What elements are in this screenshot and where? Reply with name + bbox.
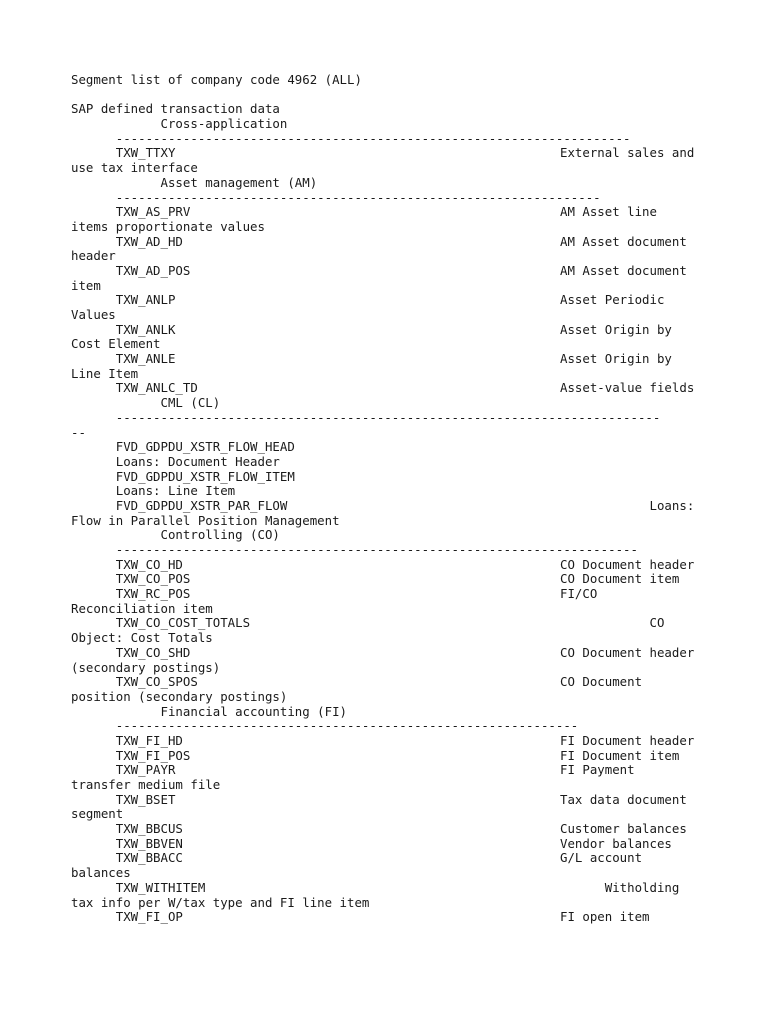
- document-line: [71, 719, 768, 734]
- document-line: [71, 778, 768, 793]
- line-text: CML (CL): [71, 395, 221, 411]
- document-line: [71, 337, 768, 352]
- line-text: segment: [71, 806, 124, 822]
- line-text: Reconciliation item: [71, 600, 213, 616]
- document-line: [71, 793, 768, 808]
- segment-description: CO Document header: [560, 644, 695, 660]
- document-line: [71, 264, 768, 279]
- segment-description: FI/CO: [560, 586, 598, 602]
- line-text: TXW_ANLK: [71, 321, 176, 337]
- segment-description: AM Asset document: [560, 233, 687, 249]
- document-line: [71, 851, 768, 866]
- line-text: (secondary postings): [71, 659, 221, 675]
- document-line: [71, 572, 768, 587]
- line-text: TXW_CO_POS: [71, 571, 191, 587]
- line-text: Loans: Document Header: [71, 453, 280, 469]
- document-line: [71, 102, 768, 117]
- line-text: TXW_BSET: [71, 791, 176, 807]
- document-line: [71, 249, 768, 264]
- line-text: items proportionate values: [71, 218, 265, 234]
- document-line: [71, 881, 768, 896]
- document-line: [71, 205, 768, 220]
- line-text: TXW_CO_SHD: [71, 644, 191, 660]
- document-line: [71, 896, 768, 911]
- line-text: header: [71, 248, 116, 264]
- line-text: TXW_AD_POS: [71, 262, 191, 278]
- line-text: balances: [71, 865, 131, 881]
- line-text: TXW_BBVEN: [71, 835, 183, 851]
- line-text: Object: Cost Totals: [71, 630, 213, 646]
- document-line: [71, 381, 768, 396]
- document-line: [71, 866, 768, 881]
- segment-description: CO Document: [560, 674, 643, 690]
- segment-description: Loans:: [560, 497, 695, 513]
- line-text: TXW_BBCUS: [71, 821, 183, 837]
- line-text: ---------------------------------------------------------------------: [71, 130, 631, 146]
- line-text: TXW_PAYR: [71, 762, 176, 778]
- segment-description: Asset Origin by: [560, 321, 672, 337]
- document-line: [71, 88, 768, 103]
- line-text: Line Item: [71, 365, 139, 381]
- document-line: [71, 279, 768, 294]
- document-line: [71, 426, 768, 441]
- segment-description: G/L account: [560, 850, 643, 866]
- line-text: TXW_ANLE: [71, 351, 176, 367]
- line-text: Cross-application: [71, 116, 288, 132]
- document-line: [71, 734, 768, 749]
- line-text: FVD_GDPDU_XSTR_PAR_FLOW: [71, 497, 288, 513]
- line-text: SAP defined transaction data: [71, 101, 280, 117]
- line-text: ----------------------------------------------------------------------: [71, 542, 638, 557]
- document-line: [71, 161, 768, 176]
- segment-description: FI Payment: [560, 762, 635, 778]
- document-line: [71, 396, 768, 411]
- document-line: [71, 558, 768, 573]
- segment-description: Witholding: [560, 879, 680, 895]
- document-line: [71, 191, 768, 206]
- line-text: tax info per W/tax type and FI line item: [71, 894, 370, 910]
- line-text: TXW_WITHITEM: [71, 879, 206, 895]
- line-text: -----------------------------------------------------------------: [71, 189, 601, 205]
- document-line: [71, 837, 768, 852]
- segment-description: Asset-value fields: [560, 380, 695, 396]
- segment-description: CO: [560, 615, 665, 631]
- line-text: TXW_TTXY: [71, 145, 176, 161]
- document-line: [71, 646, 768, 661]
- segment-description: Customer balances: [560, 821, 687, 837]
- document-line: [71, 411, 768, 426]
- line-text: Asset management (AM): [71, 174, 318, 190]
- line-text: TXW_FI_OP: [71, 909, 183, 925]
- line-text: Loans: Line Item: [71, 483, 236, 499]
- line-text: Segment list of company code 4962 (ALL): [71, 72, 362, 87]
- document-line: [71, 73, 768, 88]
- document-line: [71, 132, 768, 147]
- line-text: TXW_AD_HD: [71, 233, 183, 249]
- document-line: [71, 117, 768, 132]
- segment-description: Asset Origin by: [560, 351, 672, 367]
- document-line: [71, 514, 768, 529]
- line-text: TXW_ANLP: [71, 292, 176, 308]
- document-line: [71, 543, 768, 558]
- document-line: [71, 146, 768, 161]
- segment-description: CO Document item: [560, 571, 680, 587]
- line-text: Financial accounting (FI): [71, 703, 348, 719]
- document-line: [71, 661, 768, 676]
- document-line: [71, 293, 768, 308]
- line-text: TXW_AS_PRV: [71, 204, 191, 220]
- line-text: Values: [71, 307, 116, 322]
- document-line: [71, 323, 768, 338]
- document-line: [71, 822, 768, 837]
- segment-description: FI Document item: [560, 747, 680, 763]
- document-line: [71, 528, 768, 543]
- document-line: [71, 705, 768, 720]
- segment-description: FI Document header: [560, 732, 695, 748]
- line-text: TXW_FI_POS: [71, 747, 191, 763]
- segment-description: Asset Periodic: [560, 292, 665, 308]
- document-line: [71, 367, 768, 382]
- segment-description: Tax data document: [560, 791, 687, 807]
- line-text: --: [71, 424, 86, 440]
- document-line: [71, 308, 768, 323]
- document-line: [71, 220, 768, 235]
- document-line: [71, 807, 768, 822]
- line-text: TXW_CO_HD: [71, 556, 183, 572]
- document-line: [71, 499, 768, 514]
- segment-description: AM Asset document: [560, 262, 687, 278]
- line-text: use tax interface: [71, 160, 198, 176]
- document-line: [71, 484, 768, 499]
- line-text: FVD_GDPDU_XSTR_FLOW_ITEM: [71, 468, 295, 484]
- line-text: position (secondary postings): [71, 688, 288, 704]
- document-line: [71, 352, 768, 367]
- line-text: TXW_ANLC_TD: [71, 380, 198, 396]
- document-line: [71, 602, 768, 617]
- line-text: TXW_CO_COST_TOTALS: [71, 615, 251, 631]
- document-line: [71, 690, 768, 705]
- document-line: [71, 176, 768, 191]
- segment-description: CO Document header: [560, 556, 695, 572]
- line-text: TXW_FI_HD: [71, 732, 183, 748]
- document-line: [71, 455, 768, 470]
- document-line: [71, 910, 768, 925]
- document-line: [71, 587, 768, 602]
- document-line: [71, 235, 768, 250]
- segment-description: FI open item: [560, 909, 650, 925]
- line-text: Controlling (CO): [71, 527, 280, 543]
- segment-list: [0, 73, 768, 925]
- line-text: -------------------------------------------------------------------------: [71, 409, 661, 425]
- line-text: item: [71, 277, 101, 293]
- segment-description: Vendor balances: [560, 835, 672, 851]
- document-line: [71, 470, 768, 485]
- document-line: [71, 631, 768, 646]
- line-text: FVD_GDPDU_XSTR_FLOW_HEAD: [71, 439, 295, 455]
- line-text: --------------------------------------------------------------: [71, 718, 579, 734]
- line-text: TXW_CO_SPOS: [71, 674, 198, 690]
- document-line: [71, 616, 768, 631]
- document-line: [71, 749, 768, 764]
- segment-description: External sales and: [560, 145, 695, 161]
- line-text: transfer medium file: [71, 777, 221, 792]
- line-text: TXW_RC_POS: [71, 586, 191, 602]
- line-text: Cost Element: [71, 336, 161, 352]
- document-line: [71, 763, 768, 778]
- line-text: Flow in Parallel Position Management: [71, 512, 340, 528]
- segment-description: AM Asset line: [560, 204, 657, 220]
- document-line: [71, 675, 768, 690]
- line-text: TXW_BBACC: [71, 850, 183, 866]
- document-line: [71, 440, 768, 455]
